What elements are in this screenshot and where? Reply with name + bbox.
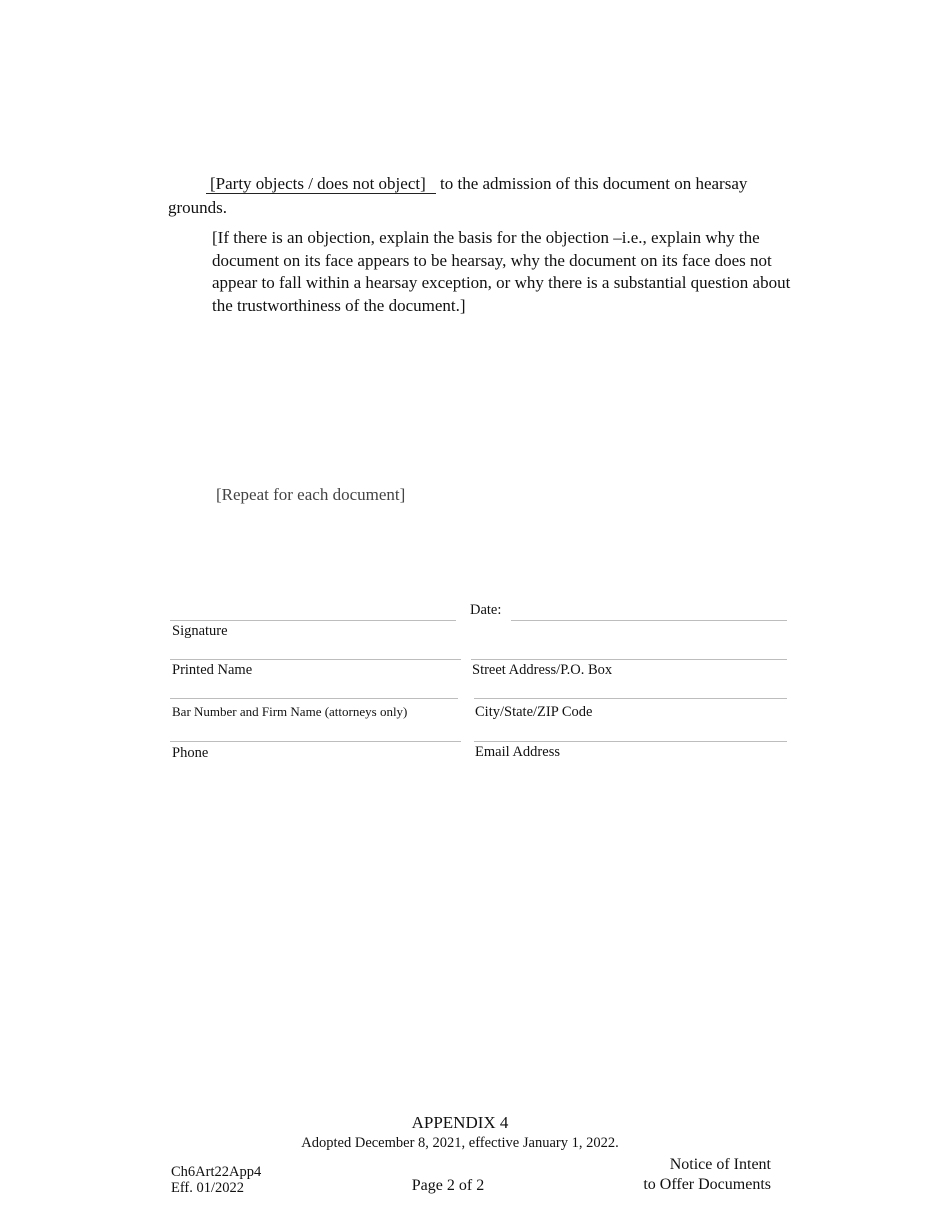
street-address-line[interactable] — [471, 659, 787, 660]
repeat-instruction: [Repeat for each document] — [216, 485, 406, 504]
form-title-line-1: Notice of Intent — [669, 1156, 771, 1173]
adoption-note: Adopted December 8, 2021, effective January 1, 2022. — [301, 1135, 619, 1151]
appendix-title: APPENDIX 4 — [411, 1113, 509, 1132]
party-objection-blank[interactable]: [Party objects / does not object] — [206, 174, 436, 194]
phone-line[interactable] — [170, 741, 461, 742]
city-state-zip-label: City/State/ZIP Code — [475, 704, 593, 720]
printed-name-label: Printed Name — [172, 662, 253, 678]
objection-explanation-instructions: [If there is an objection, explain the basis for the objection –i.e., explain why the document on its face appears to be hearsay, why the document on its face does not appear to fall within a hearsay exception, or why there is a substantial question about the trustworthiness of the document.] — [212, 228, 791, 315]
bar-firm-label: Bar Number and Firm Name (attorneys only) — [172, 704, 408, 719]
signature-line[interactable] — [170, 620, 456, 621]
date-label: Date: — [470, 602, 502, 618]
page-number: Page 2 of 2 — [411, 1177, 485, 1194]
form-title-line-2: to Offer Documents — [643, 1176, 771, 1193]
phone-label: Phone — [172, 745, 209, 761]
effective-date: Eff. 01/2022 — [171, 1180, 245, 1196]
email-line[interactable] — [474, 741, 787, 742]
printed-name-line[interactable] — [170, 659, 461, 660]
hearsay-objection-statement — [168, 172, 788, 220]
email-label: Email Address — [475, 744, 560, 760]
street-address-label: Street Address/P.O. Box — [472, 662, 613, 678]
bar-firm-line[interactable] — [170, 698, 458, 699]
date-line[interactable] — [511, 620, 787, 621]
city-state-zip-line[interactable] — [474, 698, 787, 699]
signature-label: Signature — [172, 623, 228, 639]
hearsay-statement-text: to the admission of this document on hearsay grounds. — [168, 174, 748, 217]
form-title-block — [560, 1155, 771, 1195]
form-code: Ch6Art22App4 — [171, 1164, 262, 1180]
